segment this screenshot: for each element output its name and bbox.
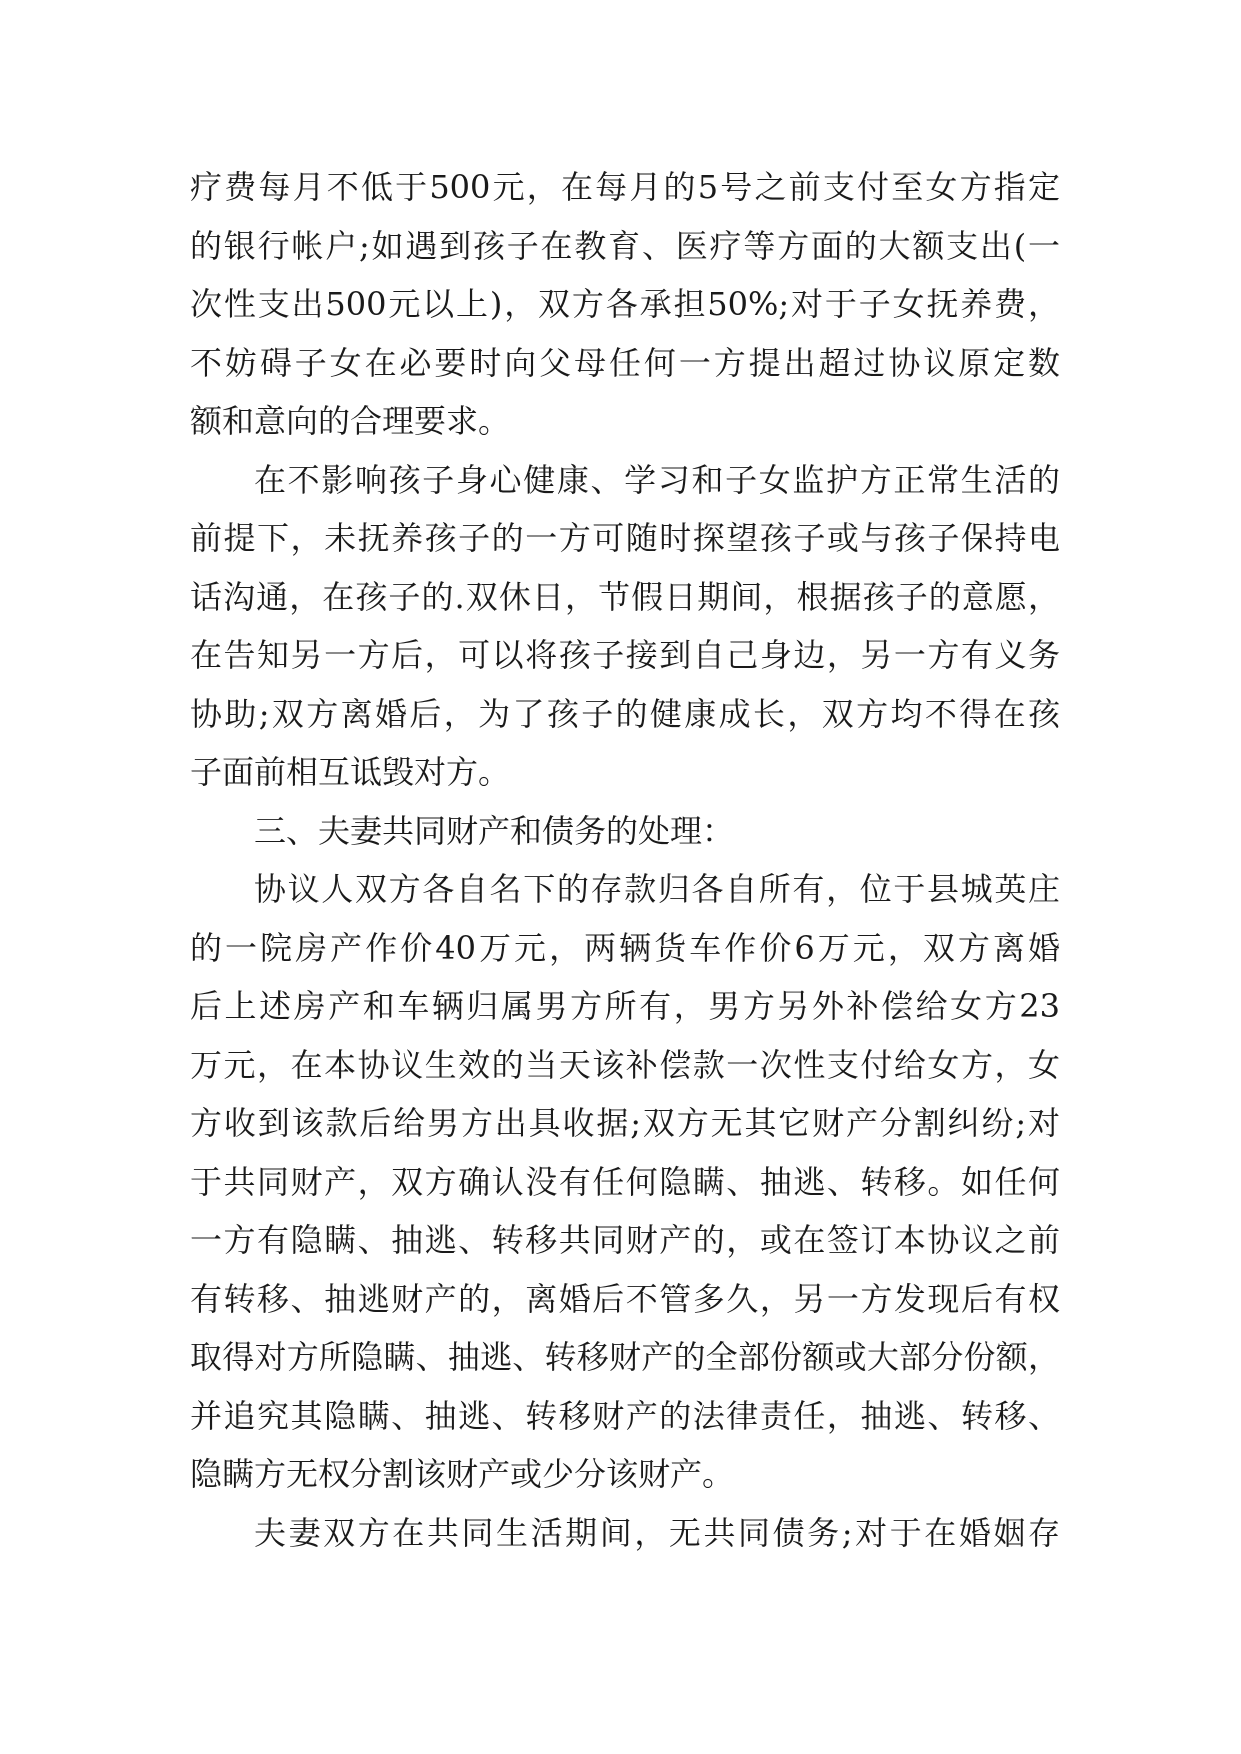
text-line: 方收到该款后给男方出具收据;双方无其它财产分割纠纷;对 xyxy=(190,1104,1060,1142)
text-line: 于共同财产，双方确认没有任何隐瞒、抽逃、转移。如任何 xyxy=(190,1162,1060,1201)
text-line: 在不影响孩子身心健康、学习和子女监护方正常生活的 xyxy=(254,460,1060,499)
text-line: 疗费每月不低于500元，在每月的5号之前支付至女方指定 xyxy=(190,168,1060,206)
text-line: 话沟通，在孩子的.双休日，节假日期间，根据孩子的意愿， xyxy=(190,577,1060,616)
text-line: 次性支出500元以上)，双方各承担50%;对于子女抚养费， xyxy=(190,285,1060,323)
document-body xyxy=(190,158,1060,1562)
section-heading: 三、夫妻共同财产和债务的处理： xyxy=(254,811,735,850)
text-line: 后上述房产和车辆归属男方所有，男方另外补偿给女方23 xyxy=(190,987,1060,1025)
text-line: 一方有隐瞒、抽逃、转移共同财产的，或在签订本协议之前 xyxy=(190,1221,1060,1259)
text-line: 额和意向的合理要求。 xyxy=(190,402,511,440)
text-line: 夫妻双方在共同生活期间，无共同债务;对于在婚姻存 xyxy=(254,1513,1060,1552)
text-line: 不妨碍子女在必要时向父母任何一方提出超过协议原定数 xyxy=(190,343,1060,382)
text-line: 万元，在本协议生效的当天该补偿款一次性支付给女方，女 xyxy=(190,1045,1060,1084)
text-line: 取得对方所隐瞒、抽逃、转移财产的全部份额或大部分份额， xyxy=(190,1338,1060,1376)
text-line: 前提下，未抚养孩子的一方可随时探望孩子或与孩子保持电 xyxy=(190,519,1060,557)
text-line: 协议人双方各自名下的存款归各自所有，位于县城英庄 xyxy=(254,870,1060,908)
text-line: 子面前相互诋毁对方。 xyxy=(190,753,511,791)
text-line: 有转移、抽逃财产的，离婚后不管多久，另一方发现后有权 xyxy=(190,1279,1060,1318)
text-line: 的一院房产作价40万元，两辆货车作价6万元，双方离婚 xyxy=(190,928,1060,967)
text-line: 在告知另一方后，可以将孩子接到自己身边，另一方有义务 xyxy=(190,636,1060,674)
text-line: 隐瞒方无权分割该财产或少分该财产。 xyxy=(190,1455,735,1493)
text-line: 协助;双方离婚后，为了孩子的健康成长，双方均不得在孩 xyxy=(190,694,1060,733)
text-line: 并追究其隐瞒、抽逃、转移财产的法律责任，抽逃、转移、 xyxy=(190,1396,1060,1435)
text-line: 的银行帐户;如遇到孩子在教育、医疗等方面的大额支出(一 xyxy=(190,226,1060,265)
